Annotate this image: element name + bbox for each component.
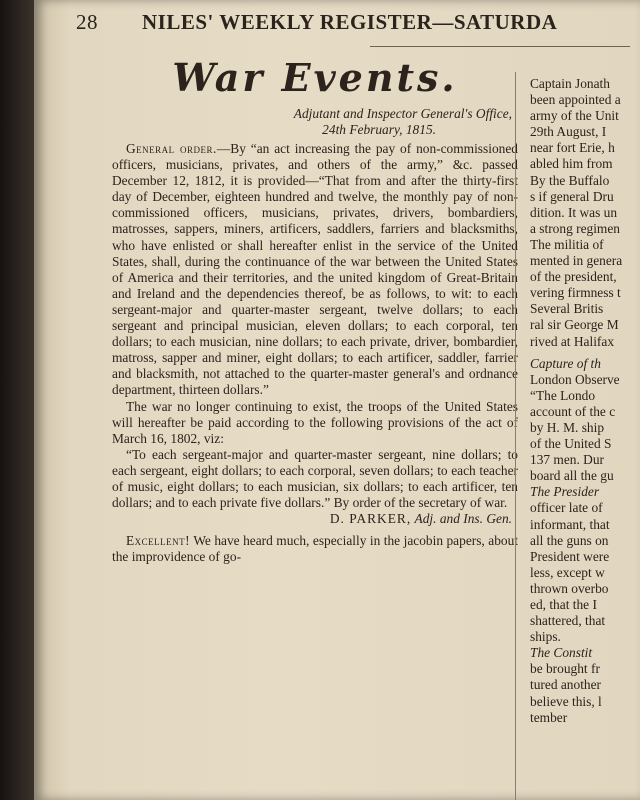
right-column-line: By the Buffalo bbox=[530, 172, 610, 188]
running-title: NILES' WEEKLY REGISTER—SATURDA bbox=[142, 10, 558, 34]
right-column-line: 29th August, I bbox=[530, 124, 607, 140]
binding-gutter bbox=[0, 0, 34, 800]
right-column-line: ral sir George M bbox=[530, 317, 619, 333]
right-column-line: officer late of bbox=[530, 500, 603, 516]
right-column-line: Several Britis bbox=[530, 301, 604, 317]
pay-quote-paragraph: “To each sergeant-major and quarter-master sergeant, nine dollars; to each sergeant, eight dollars; to each corporal, seven dollars; to each teacher of music, eight dollars; to each musician, six dollars; to each artificer, ten dollars; and to each private five dollars.” By order of the secretary of war. bbox=[112, 446, 518, 511]
right-column-line: rived at Halifax bbox=[530, 333, 615, 349]
signature-title: Adj. and Ins. Gen. bbox=[414, 511, 512, 527]
right-column-line: thrown overbo bbox=[530, 580, 609, 596]
right-column-line: Captain Jonath bbox=[530, 76, 610, 91]
right-column bbox=[530, 76, 640, 726]
right-column-line: “The Londo bbox=[530, 387, 596, 403]
right-column-line: tured another bbox=[530, 677, 602, 693]
right-column-line: shattered, that bbox=[530, 613, 606, 629]
section-masthead: War Events. bbox=[172, 55, 458, 100]
right-column-line: tember bbox=[530, 709, 568, 725]
article-body bbox=[112, 141, 518, 565]
right-column-line: The Constit bbox=[530, 645, 593, 661]
right-column-line: account of the c bbox=[530, 403, 616, 419]
general-order-paragraph bbox=[112, 141, 518, 399]
right-column-line: vering firmness t bbox=[530, 285, 621, 301]
right-column-line: all the guns on bbox=[530, 532, 609, 548]
excellent-label: Excellent! bbox=[126, 533, 191, 549]
war-ended-paragraph: The war no longer continuing to exist, the troops of the United States will hereafter be paid according to the following provisions of the act of March 16, 1802, viz: bbox=[112, 398, 518, 446]
right-column-line: less, except w bbox=[530, 564, 605, 580]
right-column-line: by H. M. ship bbox=[530, 419, 605, 435]
general-order-text: —By “an act increasing the pay of non-commissioned officers, musicians, privates, and others of the army,” &c. passed December 12, 1812, it is provided—“That from and after the thirty-first day of December, eighteen hundred and twelve, the monthly pay of non-commissioned officers, musicians, privates, drivers, bombardiers, matrosses, sappers, miners, artificers, saddlers, farriers and blacksmiths, who have enlisted or shall hereafter enlist in the service of the United States, shall, during the continuance of the war between the United States of America and their territories, and the united kingdom of Great-Britain and Ireland and the dependencies thereof, be as follows, to wit: to each sergeant-major and quarter-master sergeant, twelve dollars; to each sergeant and principal musician, eleven dollars; to each corporal, ten dollars; to each musician, nine dollars; to each private, driver, bombardier, matross, sapper and miner, eight dollars; to each artificer, saddler, farrier and blacksmith, not attached to the quarter-master general's and ordnance department, thirteen dollars.” bbox=[112, 141, 518, 398]
page-header bbox=[76, 10, 557, 35]
right-column-line: President were bbox=[530, 548, 610, 564]
right-column-line: army of the Unit bbox=[530, 108, 619, 124]
right-column-line: ed, that the I bbox=[530, 597, 597, 612]
right-column-line: mented in genera bbox=[530, 253, 623, 269]
page-number: 28 bbox=[76, 10, 98, 34]
column-divider bbox=[515, 72, 516, 800]
right-column-line: been appointed a bbox=[530, 92, 621, 108]
right-column-line: 137 men. Dur bbox=[530, 452, 605, 468]
left-column bbox=[112, 56, 518, 565]
right-column-line: dition. It was un bbox=[530, 204, 618, 220]
right-column-line: abled him from bbox=[530, 156, 613, 172]
right-column-line: board all the gu bbox=[530, 468, 614, 484]
office-line-2: 24th February, 1815. bbox=[322, 122, 436, 137]
right-column-line: London Observe bbox=[530, 371, 620, 387]
office-line-1: Adjutant and Inspector General's Office, bbox=[293, 106, 512, 121]
general-order-label: General order. bbox=[126, 141, 217, 156]
signature-name: D. PARKER, bbox=[329, 511, 412, 527]
excellent-paragraph bbox=[112, 533, 518, 565]
signature bbox=[112, 511, 518, 527]
right-column-line: informant, that bbox=[530, 516, 610, 532]
right-column-line: a strong regimen bbox=[530, 220, 620, 236]
right-column-line: be brought fr bbox=[530, 661, 600, 677]
office-heading bbox=[112, 106, 518, 138]
right-column-line: of the president, bbox=[530, 269, 617, 285]
right-column-line: ships. bbox=[530, 629, 561, 645]
right-column-line: of the United S bbox=[530, 436, 612, 452]
excellent-text: We have heard much, especially in the jacobin papers, about the improvidence of go- bbox=[112, 533, 518, 565]
right-column-line: near fort Erie, h bbox=[530, 140, 615, 156]
right-column-line: believe this, l bbox=[530, 693, 602, 709]
right-column-line: s if general Dru bbox=[530, 188, 614, 204]
right-column-line: Capture of th bbox=[530, 355, 601, 371]
header-rule bbox=[370, 46, 630, 47]
right-column-line: The militia of bbox=[530, 236, 604, 252]
right-column-line: The Presider bbox=[530, 484, 600, 500]
